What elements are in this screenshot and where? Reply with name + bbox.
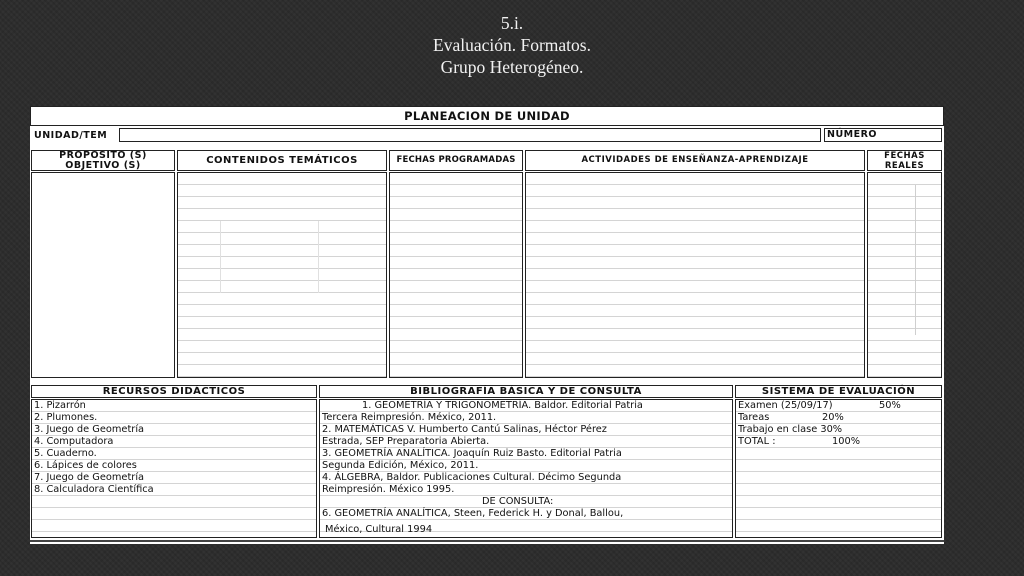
contenidos-header-label: CONTENIDOS TEMÁTICOS bbox=[206, 155, 358, 166]
recursos-body bbox=[31, 399, 317, 538]
fechas-reales-header-line2: REALES bbox=[884, 161, 925, 171]
unidad-label: UNIDAD/TEM bbox=[34, 130, 108, 141]
recursos-header bbox=[31, 385, 317, 398]
bib-line-5: 3. GEOMETRÍA ANALÍTICA. Joaquín Ruiz Basto. Editorial Patria bbox=[322, 448, 622, 459]
actividades-header-label: ACTIVIDADES DE ENSEÑANZA-APRENDIZAJE bbox=[581, 155, 809, 165]
fechas-reales-header bbox=[867, 150, 942, 171]
bib-line-6: Segunda Edición, México, 2011. bbox=[322, 460, 479, 471]
bib-line-10: México, Cultural 1994 bbox=[325, 524, 433, 535]
contenidos-body[interactable] bbox=[177, 172, 387, 378]
eval-value: 100% bbox=[832, 436, 861, 447]
bib-line-4: Estrada, SEP Preparatoria Abierta. bbox=[322, 436, 490, 447]
eval-value: 20% bbox=[822, 412, 844, 423]
eval-label: TOTAL : bbox=[738, 436, 776, 447]
bibliografia-header-label: BIBLIOGRAFÍA BÁSICA Y DE CONSULTA bbox=[410, 386, 642, 397]
planning-form bbox=[30, 106, 944, 544]
fechas-reales-body[interactable] bbox=[867, 172, 942, 378]
numero-field[interactable] bbox=[824, 128, 942, 142]
form-bottom-border bbox=[30, 540, 944, 542]
slide-title-main: Evaluación. Formatos. bbox=[433, 35, 591, 55]
proposito-header-line1: PROPOSITO (S) bbox=[59, 150, 147, 161]
form-title: PLANEACION DE UNIDAD bbox=[404, 109, 570, 123]
recurso-item: 7. Juego de Geometría bbox=[34, 472, 145, 483]
recurso-item: 8. Calculadora Científica bbox=[34, 484, 154, 495]
bib-line-2: Tercera Reimpresión. México, 2011. bbox=[322, 412, 497, 423]
eval-label: Tareas bbox=[738, 412, 770, 423]
proposito-body[interactable] bbox=[31, 172, 175, 378]
recurso-item: 2. Plumones. bbox=[34, 412, 98, 423]
recursos-header-label: RECURSOS DIDÁCTICOS bbox=[102, 386, 246, 397]
bib-line-7: 4. ÁLGEBRA, Baldor. Publicaciones Cultural. Décimo Segunda bbox=[322, 472, 622, 483]
unidad-field[interactable] bbox=[119, 128, 821, 142]
bib-line-3: 2. MATEMÁTICAS V. Humberto Cantú Salinas, Héctor Pérez bbox=[322, 424, 607, 435]
recurso-item: 3. Juego de Geometría bbox=[34, 424, 145, 435]
recurso-item: 5. Cuaderno. bbox=[34, 448, 97, 459]
eval-value: 50% bbox=[879, 400, 901, 411]
contenidos-header bbox=[177, 150, 387, 171]
bib-line-1: 1. GEOMETRÍA Y TRIGONOMETRÍA. Baldor. Editorial Patria bbox=[362, 400, 643, 411]
bib-line-8: Reimpresión. México 1995. bbox=[322, 484, 455, 495]
proposito-header-line2: OBJETIVO (S) bbox=[65, 160, 141, 171]
actividades-header bbox=[525, 150, 865, 171]
sistema-body bbox=[735, 399, 942, 538]
slide-title-sub: Grupo Heterogéneo. bbox=[440, 57, 584, 77]
bibliografia-header bbox=[319, 385, 733, 398]
fechas-programadas-body[interactable] bbox=[389, 172, 523, 378]
numero-label: NÚMERO bbox=[827, 129, 877, 140]
proposito-header bbox=[31, 150, 175, 171]
sistema-header-label: SISTEMA DE EVALUACIÓN bbox=[761, 386, 916, 397]
sistema-header bbox=[735, 385, 942, 398]
recurso-item: 1. Pizarrón bbox=[34, 400, 86, 411]
recurso-item: 6. Lápices de colores bbox=[34, 460, 137, 471]
form-title-bar bbox=[30, 106, 944, 126]
actividades-body[interactable] bbox=[525, 172, 865, 378]
bib-line-9: 6. GEOMETRÍA ANALÍTICA, Steen, Federick H. y Donal, Ballou, bbox=[322, 508, 624, 519]
fechas-programadas-header-label: FECHAS PROGRAMADAS bbox=[396, 155, 516, 165]
slide-title bbox=[0, 12, 1024, 78]
fechas-reales-header-line1: FECHAS bbox=[884, 151, 925, 161]
bib-consulta-label: DE CONSULTA: bbox=[482, 496, 554, 507]
bibliografia-body bbox=[319, 399, 733, 538]
recurso-item: 4. Computadora bbox=[34, 436, 114, 447]
fechas-programadas-header bbox=[389, 150, 523, 171]
eval-label: Examen (25/09/17) bbox=[738, 400, 833, 411]
slide-title-number: 5.i. bbox=[500, 13, 524, 33]
eval-label: Trabajo en clase 30% bbox=[738, 424, 843, 435]
recursos-list bbox=[34, 400, 154, 496]
